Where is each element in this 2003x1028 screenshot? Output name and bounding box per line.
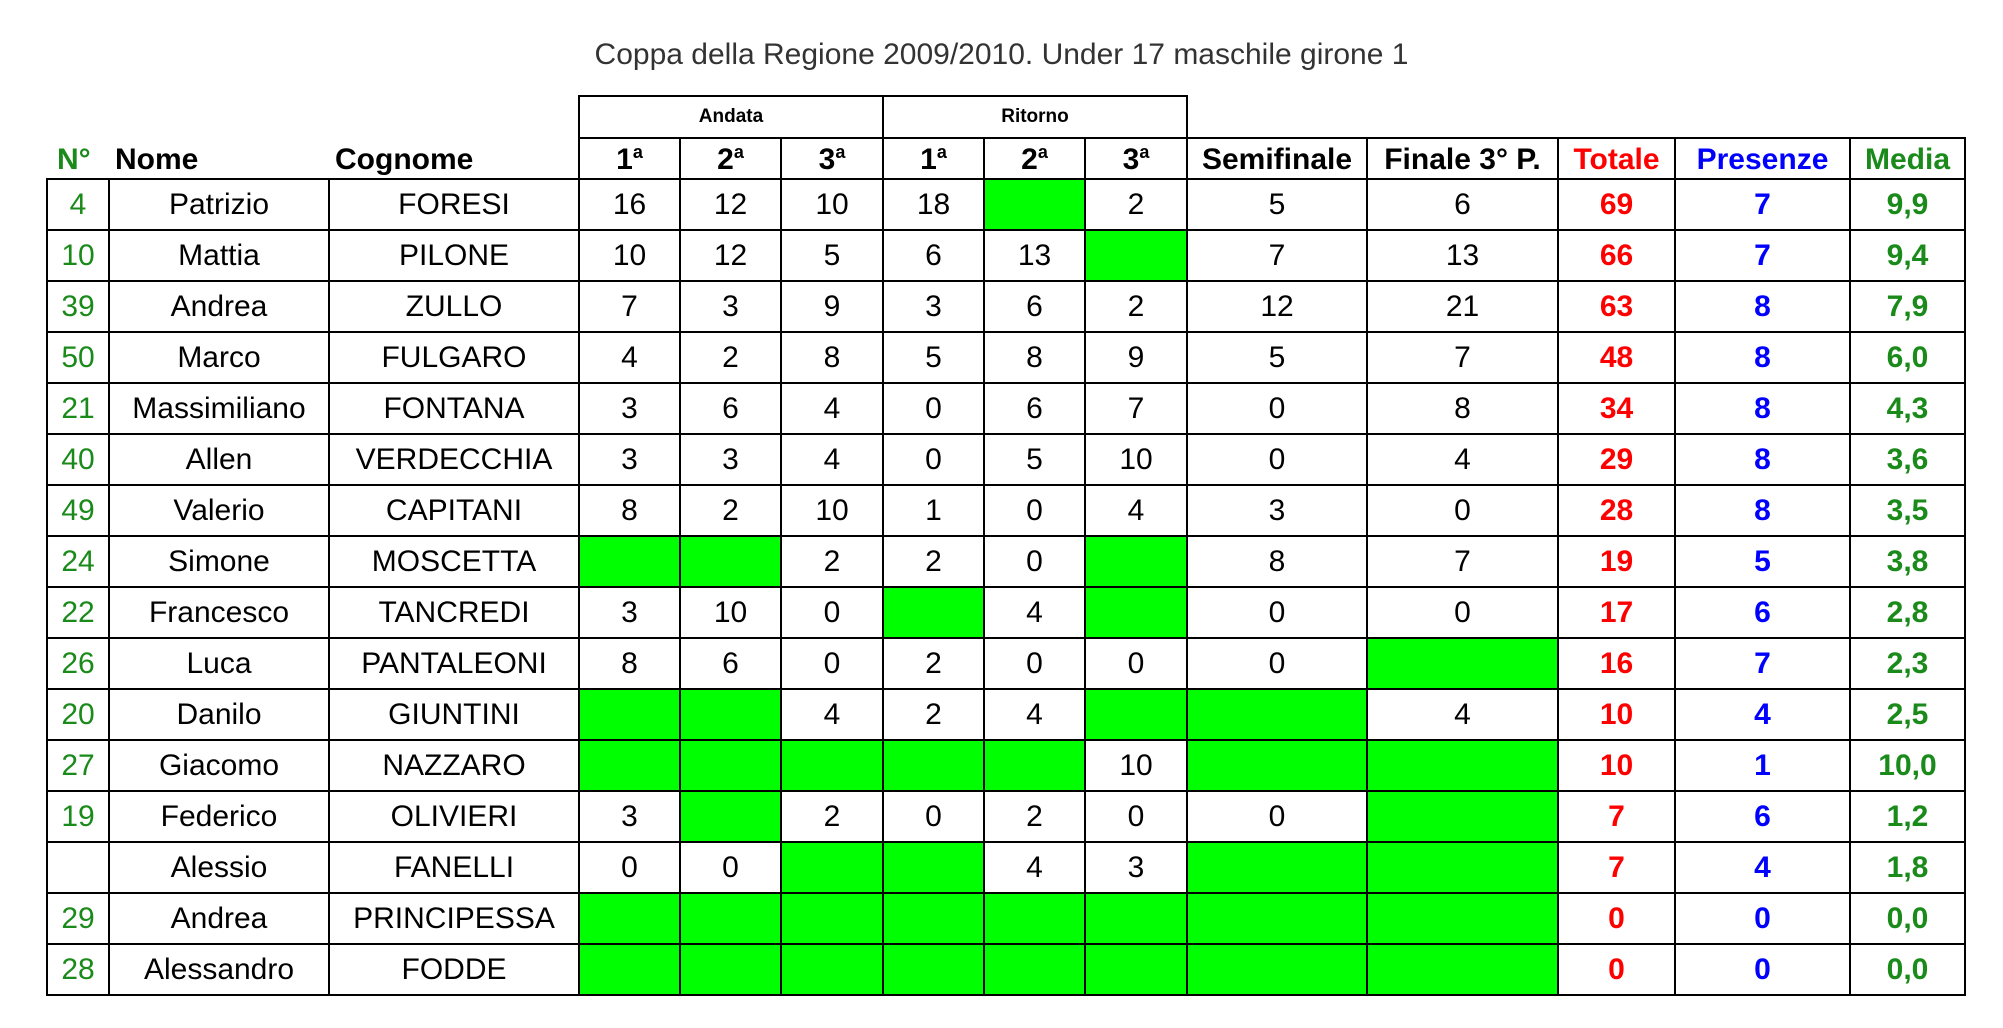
player-last-name: FULGARO [329, 332, 579, 383]
player-last-name: PILONE [329, 230, 579, 281]
ordinal-suffix: a [1139, 142, 1150, 162]
col-header-ritorno-3 [1085, 138, 1187, 179]
absent-cell [1187, 740, 1367, 791]
player-number: 29 [47, 893, 109, 944]
player-first-name: Valerio [109, 485, 329, 536]
presenze-count: 5 [1675, 536, 1850, 587]
player-number: 21 [47, 383, 109, 434]
player-first-name: Luca [109, 638, 329, 689]
col-header-num: N° [57, 143, 91, 176]
ritorno-1-points: 2 [883, 536, 984, 587]
media-value: 6,0 [1850, 332, 1965, 383]
table-row [47, 434, 1965, 485]
absent-cell [781, 944, 883, 995]
ordinal-suffix: a [1037, 142, 1048, 162]
andata-3-points: 10 [781, 485, 883, 536]
col-header-presenze: Presenze [1675, 138, 1850, 179]
table-row [47, 689, 1965, 740]
andata-group-header: Andata [579, 96, 883, 138]
absent-cell [1367, 791, 1558, 842]
absent-cell [1085, 587, 1187, 638]
semifinale-points: 12 [1187, 281, 1367, 332]
player-last-name: VERDECCHIA [329, 434, 579, 485]
absent-cell [680, 893, 781, 944]
player-first-name: Alessio [109, 842, 329, 893]
finale-points: 0 [1367, 485, 1558, 536]
semifinale-points: 0 [1187, 434, 1367, 485]
player-number: 40 [47, 434, 109, 485]
andata-2-points: 0 [680, 842, 781, 893]
col-header-andata-1 [579, 138, 680, 179]
media-value: 9,4 [1850, 230, 1965, 281]
ritorno-1-points: 5 [883, 332, 984, 383]
column-header-row [47, 138, 1965, 179]
ritorno-1-points: 6 [883, 230, 984, 281]
absent-cell [680, 944, 781, 995]
ritorno-2-points: 4 [984, 842, 1085, 893]
finale-points: 21 [1367, 281, 1558, 332]
ordinal-suffix: a [733, 142, 744, 162]
player-number: 50 [47, 332, 109, 383]
media-value: 2,3 [1850, 638, 1965, 689]
presenze-count: 8 [1675, 485, 1850, 536]
absent-cell [1187, 944, 1367, 995]
player-last-name: FANELLI [329, 842, 579, 893]
ritorno-3-points: 9 [1085, 332, 1187, 383]
absent-cell [883, 587, 984, 638]
semifinale-points: 0 [1187, 791, 1367, 842]
semifinale-points: 7 [1187, 230, 1367, 281]
player-number: 20 [47, 689, 109, 740]
col-header-andata-3 [781, 138, 883, 179]
absent-cell [883, 893, 984, 944]
absent-cell [1187, 893, 1367, 944]
andata-3-points: 4 [781, 434, 883, 485]
presenze-count: 0 [1675, 944, 1850, 995]
ritorno-2-points: 13 [984, 230, 1085, 281]
player-number: 27 [47, 740, 109, 791]
table-row [47, 944, 1965, 995]
ritorno-group-header: Ritorno [883, 96, 1187, 138]
ritorno-3-points: 2 [1085, 281, 1187, 332]
ritorno-1-points: 0 [883, 434, 984, 485]
absent-cell [984, 944, 1085, 995]
totale-points: 0 [1558, 893, 1675, 944]
andata-2-points: 3 [680, 434, 781, 485]
player-first-name: Marco [109, 332, 329, 383]
table-row [47, 842, 1965, 893]
absent-cell [680, 740, 781, 791]
player-last-name: PRINCIPESSA [329, 893, 579, 944]
totale-points: 7 [1558, 791, 1675, 842]
andata-3-points: 0 [781, 638, 883, 689]
ritorno-3-points: 10 [1085, 740, 1187, 791]
col-header-nome: Nome [115, 143, 199, 176]
page-title: Coppa della Regione 2009/2010. Under 17 maschile girone 1 [594, 38, 1409, 71]
andata-1-points: 0 [579, 842, 680, 893]
totale-points: 69 [1558, 179, 1675, 230]
andata-3-points: 5 [781, 230, 883, 281]
ritorno-2-points: 2 [984, 791, 1085, 842]
round-number: 2 [717, 143, 734, 176]
absent-cell [883, 740, 984, 791]
semifinale-points: 3 [1187, 485, 1367, 536]
media-value: 9,9 [1850, 179, 1965, 230]
andata-2-points: 12 [680, 179, 781, 230]
andata-2-points: 10 [680, 587, 781, 638]
totale-points: 17 [1558, 587, 1675, 638]
andata-3-points: 2 [781, 536, 883, 587]
ritorno-3-points: 7 [1085, 383, 1187, 434]
ritorno-3-points: 10 [1085, 434, 1187, 485]
presenze-count: 6 [1675, 791, 1850, 842]
andata-1-points: 3 [579, 434, 680, 485]
presenze-count: 8 [1675, 383, 1850, 434]
andata-1-points: 3 [579, 587, 680, 638]
ritorno-2-points: 4 [984, 689, 1085, 740]
col-header-cognome: Cognome [335, 143, 474, 176]
absent-cell [1085, 944, 1187, 995]
player-last-name: TANCREDI [329, 587, 579, 638]
totale-points: 48 [1558, 332, 1675, 383]
andata-1-points: 16 [579, 179, 680, 230]
andata-3-points: 0 [781, 587, 883, 638]
totale-points: 10 [1558, 689, 1675, 740]
semifinale-points: 0 [1187, 638, 1367, 689]
player-number: 4 [47, 179, 109, 230]
ritorno-3-points: 2 [1085, 179, 1187, 230]
totale-points: 66 [1558, 230, 1675, 281]
player-first-name: Andrea [109, 893, 329, 944]
absent-cell [781, 842, 883, 893]
absent-cell [579, 944, 680, 995]
media-value: 0,0 [1850, 944, 1965, 995]
ritorno-2-points: 4 [984, 587, 1085, 638]
finale-points: 6 [1367, 179, 1558, 230]
semifinale-points: 0 [1187, 587, 1367, 638]
player-first-name: Federico [109, 791, 329, 842]
table-row [47, 791, 1965, 842]
media-value: 4,3 [1850, 383, 1965, 434]
andata-1-points: 4 [579, 332, 680, 383]
media-value: 10,0 [1850, 740, 1965, 791]
presenze-count: 7 [1675, 638, 1850, 689]
col-header-media: Media [1850, 138, 1965, 179]
table-row [47, 536, 1965, 587]
ritorno-1-points: 2 [883, 638, 984, 689]
player-last-name: GIUNTINI [329, 689, 579, 740]
finale-points: 13 [1367, 230, 1558, 281]
player-number: 19 [47, 791, 109, 842]
absent-cell [1367, 944, 1558, 995]
ritorno-3-points: 0 [1085, 791, 1187, 842]
table-row [47, 587, 1965, 638]
absent-cell [1085, 689, 1187, 740]
col-header-finale: Finale 3° P. [1367, 138, 1558, 179]
andata-3-points: 8 [781, 332, 883, 383]
finale-points: 8 [1367, 383, 1558, 434]
andata-2-points: 12 [680, 230, 781, 281]
player-number: 10 [47, 230, 109, 281]
semifinale-points: 0 [1187, 383, 1367, 434]
media-value: 1,2 [1850, 791, 1965, 842]
andata-1-points: 10 [579, 230, 680, 281]
finale-points: 7 [1367, 332, 1558, 383]
round-number: 3 [818, 143, 836, 176]
ritorno-1-points: 1 [883, 485, 984, 536]
absent-cell [1187, 689, 1367, 740]
andata-3-points: 10 [781, 179, 883, 230]
absent-cell [1085, 230, 1187, 281]
presenze-count: 0 [1675, 893, 1850, 944]
absent-cell [1367, 893, 1558, 944]
media-value: 3,5 [1850, 485, 1965, 536]
absent-cell [680, 536, 781, 587]
presenze-count: 4 [1675, 842, 1850, 893]
absent-cell [1085, 536, 1187, 587]
andata-1-points: 3 [579, 791, 680, 842]
finale-points: 7 [1367, 536, 1558, 587]
presenze-count: 8 [1675, 332, 1850, 383]
absent-cell [1367, 842, 1558, 893]
semifinale-points: 5 [1187, 179, 1367, 230]
ritorno-3-points: 0 [1085, 638, 1187, 689]
presenze-count: 6 [1675, 587, 1850, 638]
ritorno-1-points: 18 [883, 179, 984, 230]
andata-2-points: 6 [680, 383, 781, 434]
absent-cell [579, 740, 680, 791]
ritorno-1-points: 3 [883, 281, 984, 332]
round-number: 1 [920, 143, 937, 176]
ritorno-3-points: 4 [1085, 485, 1187, 536]
totale-points: 7 [1558, 842, 1675, 893]
player-last-name: FODDE [329, 944, 579, 995]
player-last-name: FORESI [329, 179, 579, 230]
andata-2-points: 2 [680, 485, 781, 536]
presenze-count: 4 [1675, 689, 1850, 740]
player-last-name: FONTANA [329, 383, 579, 434]
player-last-name: ZULLO [329, 281, 579, 332]
ordinal-suffix: a [936, 142, 947, 162]
group-header-row [47, 96, 1965, 138]
col-header-andata-2 [680, 138, 781, 179]
absent-cell [883, 944, 984, 995]
player-number: 22 [47, 587, 109, 638]
player-number: 24 [47, 536, 109, 587]
totale-points: 28 [1558, 485, 1675, 536]
player-last-name: PANTALEONI [329, 638, 579, 689]
absent-cell [579, 536, 680, 587]
col-header-semifinale: Semifinale [1187, 138, 1367, 179]
andata-1-points: 3 [579, 383, 680, 434]
player-first-name: Francesco [109, 587, 329, 638]
ritorno-1-points: 0 [883, 383, 984, 434]
player-number: 39 [47, 281, 109, 332]
table-row [47, 485, 1965, 536]
ritorno-3-points: 3 [1085, 842, 1187, 893]
col-header-ritorno-1 [883, 138, 984, 179]
player-last-name: NAZZARO [329, 740, 579, 791]
table-row [47, 638, 1965, 689]
ritorno-2-points: 0 [984, 485, 1085, 536]
andata-1-points: 8 [579, 485, 680, 536]
player-first-name: Mattia [109, 230, 329, 281]
totale-points: 16 [1558, 638, 1675, 689]
player-first-name: Alessandro [109, 944, 329, 995]
finale-points: 4 [1367, 434, 1558, 485]
finale-points: 0 [1367, 587, 1558, 638]
media-value: 0,0 [1850, 893, 1965, 944]
absent-cell [1367, 638, 1558, 689]
absent-cell [579, 893, 680, 944]
media-value: 3,6 [1850, 434, 1965, 485]
ritorno-2-points: 8 [984, 332, 1085, 383]
media-value: 2,5 [1850, 689, 1965, 740]
absent-cell [984, 893, 1085, 944]
ordinal-suffix: a [835, 142, 846, 162]
ritorno-1-points: 0 [883, 791, 984, 842]
player-first-name: Patrizio [109, 179, 329, 230]
presenze-count: 1 [1675, 740, 1850, 791]
player-last-name: OLIVIERI [329, 791, 579, 842]
ritorno-2-points: 6 [984, 383, 1085, 434]
presenze-count: 8 [1675, 434, 1850, 485]
absent-cell [1085, 893, 1187, 944]
absent-cell [1187, 842, 1367, 893]
andata-3-points: 9 [781, 281, 883, 332]
totale-points: 10 [1558, 740, 1675, 791]
totale-points: 34 [1558, 383, 1675, 434]
totale-points: 0 [1558, 944, 1675, 995]
table-row [47, 230, 1965, 281]
andata-2-points: 6 [680, 638, 781, 689]
player-number: 49 [47, 485, 109, 536]
table-row [47, 281, 1965, 332]
ritorno-1-points: 2 [883, 689, 984, 740]
andata-3-points: 4 [781, 383, 883, 434]
semifinale-points: 8 [1187, 536, 1367, 587]
ritorno-2-points: 6 [984, 281, 1085, 332]
player-number: 26 [47, 638, 109, 689]
totale-points: 63 [1558, 281, 1675, 332]
round-number: 3 [1122, 143, 1140, 176]
table-row [47, 893, 1965, 944]
player-number: 28 [47, 944, 109, 995]
media-value: 7,9 [1850, 281, 1965, 332]
player-first-name: Giacomo [109, 740, 329, 791]
absent-cell [781, 893, 883, 944]
table-row [47, 332, 1965, 383]
absent-cell [781, 740, 883, 791]
totale-points: 29 [1558, 434, 1675, 485]
ritorno-2-points: 5 [984, 434, 1085, 485]
col-header-totale: Totale [1558, 138, 1675, 179]
ritorno-2-points: 0 [984, 536, 1085, 587]
absent-cell [680, 689, 781, 740]
absent-cell [1367, 740, 1558, 791]
round-number: 2 [1021, 143, 1038, 176]
andata-3-points: 4 [781, 689, 883, 740]
player-last-name: MOSCETTA [329, 536, 579, 587]
player-first-name: Danilo [109, 689, 329, 740]
ordinal-suffix: a [632, 142, 643, 162]
finale-points: 4 [1367, 689, 1558, 740]
col-header-ritorno-2 [984, 138, 1085, 179]
table-row [47, 383, 1965, 434]
round-number: 1 [616, 143, 633, 176]
player-first-name: Andrea [109, 281, 329, 332]
presenze-count: 8 [1675, 281, 1850, 332]
semifinale-points: 5 [1187, 332, 1367, 383]
absent-cell [984, 179, 1085, 230]
media-value: 2,8 [1850, 587, 1965, 638]
media-value: 3,8 [1850, 536, 1965, 587]
andata-1-points: 8 [579, 638, 680, 689]
andata-2-points: 2 [680, 332, 781, 383]
table-row [47, 740, 1965, 791]
player-last-name: CAPITANI [329, 485, 579, 536]
totale-points: 19 [1558, 536, 1675, 587]
andata-2-points: 3 [680, 281, 781, 332]
table-row [47, 179, 1965, 230]
ritorno-2-points: 0 [984, 638, 1085, 689]
absent-cell [579, 689, 680, 740]
absent-cell [883, 842, 984, 893]
presenze-count: 7 [1675, 179, 1850, 230]
standings-table [46, 95, 1966, 996]
player-first-name: Simone [109, 536, 329, 587]
media-value: 1,8 [1850, 842, 1965, 893]
presenze-count: 7 [1675, 230, 1850, 281]
player-number [47, 842, 109, 893]
andata-3-points: 2 [781, 791, 883, 842]
player-first-name: Massimiliano [109, 383, 329, 434]
absent-cell [680, 791, 781, 842]
andata-1-points: 7 [579, 281, 680, 332]
absent-cell [984, 740, 1085, 791]
player-first-name: Allen [109, 434, 329, 485]
